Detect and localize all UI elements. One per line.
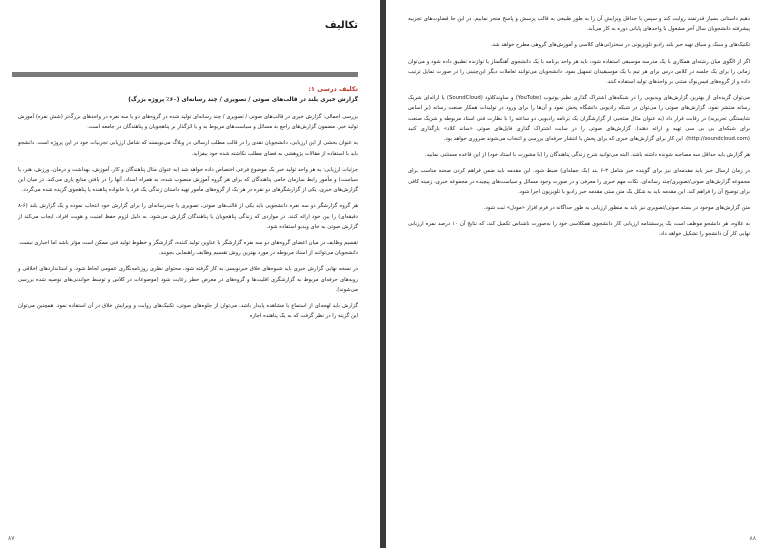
paragraph: تکنیک‌های و سبک و سیاق تهیه خبر بلند رادیو تلویزیونی در سخنرانی‌های کلاسی و آموزش‌های گروهی مطرح خواهد شد.	[490, 42, 750, 49]
page-number: ۸۸	[749, 535, 756, 542]
paragraph: تقسیم وظایف در میان اعضای گروه‌های دو سه نفره گزارشگر با عناوین تولید کننده، گزارشگر و خطوط تولید فنی ممکن است مؤثر باشد اما اجباری نیست. دانشجویان می‌توانند از اسناد مربوطه در مورد بهترین روش تقسیم وظایف راهنمایی بجویند.	[18, 240, 358, 257]
left-page	[0, 0, 380, 548]
assignment-subtitle: گزارش خبری بلند در قالب‌های صوتی / تصویری / چند رسانه‌ای (۶۰٪ پروژه بزرگ)	[128, 97, 358, 103]
paragraph: در زمان ارسال خبر باید مقدمه‌ای نیز برای گوینده خبر شامل ۳-۶ بند (یک جمله‌ای) ضبط شود. این مقدمه باید ضمن فراهم کردن صحنه مناسب برای مجموعه گزارش‌های صوتی/تصویری/چند رسانه‌ای، نکات مهم خبری را معرفی و در صورت وجود مسائل و سیاست‌های پیچیده در مجموعه خبری، زمینه کافی برای توضیح آن را فراهم کند. این مقدمه باید به شکل یک متن ستی مقدمه خبر رادیو یا تلویزیون اجرا شود.	[408, 168, 750, 195]
page-number: ۸۷	[8, 535, 15, 542]
paragraph: در نسخه نهایی گزارش خبری باید شیوه‌های خلاق خبرنویسی به کار گرفته شود، محتوای نظری روزنامه‌نگاری عمومی لحاظ شود، و استانداردهای اخلاقی و رویه‌های حرفه‌ای مربوط به گزارشگری اقلیت‌ها و گروه‌های در معرض خطر رعایت شود (موضوعات در کلاس و توسط خواندنی‌های توصیه شده بررسی می‌شوند).	[18, 266, 358, 293]
paragraph: اگر از الگوی میان رشته‌ای همکاری با یک مدرسه موسیقی استفاده شود، باید هر واحد برنامه با یک دانشجوی آهنگساز یا نوازنده تطبیق داده شود و می‌توان زمانی را برای یک جلسه در کلاس درس برای هر تیم با یک موسیقیدان تسهیل نمود. دانشجویان می‌توانند تعاملات دیگر این‌چنینی را در صورت تمایل ترتیب داده و از گروه‌های فیس‌بوک مبتنی بر واحدهای تولید استفاده کنند.	[408, 58, 750, 86]
paragraph: جزئیات ارزیابی: به هر واحد تولید خبر یک موضوع فرعی اختصاص داده خواهد شد (به عنوان مثال پناهندگان و کار، آموزش، بهداشت و درمان، ورزش، هنر، یا سیاست) و مأمور رابط سازمان حامی پناهندگان که برای هر گروه آموزش منصوب شده، به همراه استاد، آنها را در یافتن منابع یاری می‌کند. در میان این گزارش‌های خبری، یکی از گزارشگرهای دو نفره در هر یک از گروه‌های مأمور تهیه داستان زندگی یک فرد یا خانواده پناهنده یا پناهجوی گزیده شده می‌گردد.	[18, 166, 358, 194]
paragraph: می‌توان گزیده‌ای از بهترین گزارش‌های ویدیویی را در شبکه‌های اشتراک گذاری نظیر یوتیوب (YouTube) و ساوندکلاود (SoundCloud) یا ارائه‌ای شریک رسانه منتشر نمود. گزارش‌های صوتی را می‌توان در شبکه رادیویی دانشگاه پخش نمود و آن‌ها را برای ورود در تولیدات همکار صنعت رسانه (بر اساس شایستگی تحریریه) در رقابت قرار داد (به عنوان مثال منتخبی از گزارشگران یک برنامه رادیویی دو ساعته را با نظارت فنی استاد مربوطه و شریک صنعت برای شبکه‌ای بی بی سی تهیه و ارائه دهند). گزارش‌های صوتی را در سایت اشتراک گذاری فایل‌های صوتی «ساند کلاد» بارگذاری کنید (http://soundcloud.com). این کار برای گزارش‌های خبری که برای پخش یا انتشار حرفه‌ای بررسی و انتخاب می‌شوند ضروری خواهد بود.	[408, 95, 750, 143]
paragraph: دهیم داستانی بسیار قدرتمند روایت کند و سپس با حداقل ویرایش آن را به طور طبیعی به قالب پرسش و پاسخ منجر نماییم. در این جا قضاوت‌های تجربیه پیشرفته دانشجویان سال آخر مشغول با واحدهای پایانی دوره به کار می‌آید.	[408, 16, 750, 33]
paragraph: به علاوه، هر دانشجو موظف است یک پرسشنامه ارزیابی کار دانشجوی همکلاسی خود را به‌صورت ناشناس تکمیل کند، که نتایج آن ۱۰ درصد نمره ارزیابی نهایی کار آن دانشجو را تشکیل خواهد داد.	[408, 221, 750, 238]
paragraph: به عنوان بخشی از این ارزیابی، دانشجویان نقدی را در قالب مطلب ارسالی در وبلاگ می‌نویسند که شامل ارزیابی تجربیات خود در این پروژه است. دانشجو باید با استفاده از مقالات پژوهشی به فضای مطلب نکاشته شده خود بیفزاید.	[18, 140, 358, 157]
chapter-title: تکالیف	[324, 20, 358, 31]
section-divider	[12, 72, 358, 77]
right-page-body	[408, 14, 750, 246]
assignment-title: تکلیف درسی ۱:	[308, 85, 358, 93]
paragraph: گزارش باید لهجه‌ای از استماع یا مشاهده پایدار باشد. می‌توان از جلوه‌های صوتی، تکنیک‌های روایت و ویرایش خلاق در آن استفاده نمود. همچنین می‌توان این گزینه را در نظر گرفت که به یک پناهنده اجازه	[18, 303, 358, 320]
paragraph: هر گزارش باید حداقل سه مصاحبه شونده داشته باشد. البته می‌توانید شرح زندگی پناهندگان را (با مشورت با استاد خود) از این قاعده مستثنی نمایید.	[424, 152, 750, 159]
paragraph: متن گزارش‌های موجود در بسته صوتی/تصویری نیز باید به منظور ارزیابی به طور جداگانه در فرم افزار «مودل» ثبت شود.	[483, 205, 750, 212]
paragraph: هر گروه گزارشگر دو سه نفره دانشجویی باید یکی از قالب‌های صوتی، تصویری یا چندرسانه‌ای را برای گزارش خود انتخاب نموده و یک گزارش بلند (۶-۸ دقیقه‌ای) را بین خود ارائه کنند. در مواردی که زندگی پناهجویان یا پناهندگان گزارش می‌شود، به دلیل لزوم حفظ امنیت و هویت افراد، ایجاب می‌کند از گزارش صوتی به جای ویدیو استفاده شود.	[18, 203, 358, 230]
paragraph: بررسی اجمالی: گزارش خبری در قالب‌های صوتی / تصویری / چند رسانه‌ای تولید شده در گروه‌های دو یا سه نفره در واحدهای بزرگ‌تر (شش نفره) آموزش تولید خبر. مضمون گزارش‌های راجع به مسائل و سیاست‌های مربوط به و یا اثرگذار بر پناهجویان و پناهندگان در جامعه است.	[18, 114, 358, 131]
right-page	[386, 0, 768, 548]
left-page-body	[18, 84, 358, 327]
